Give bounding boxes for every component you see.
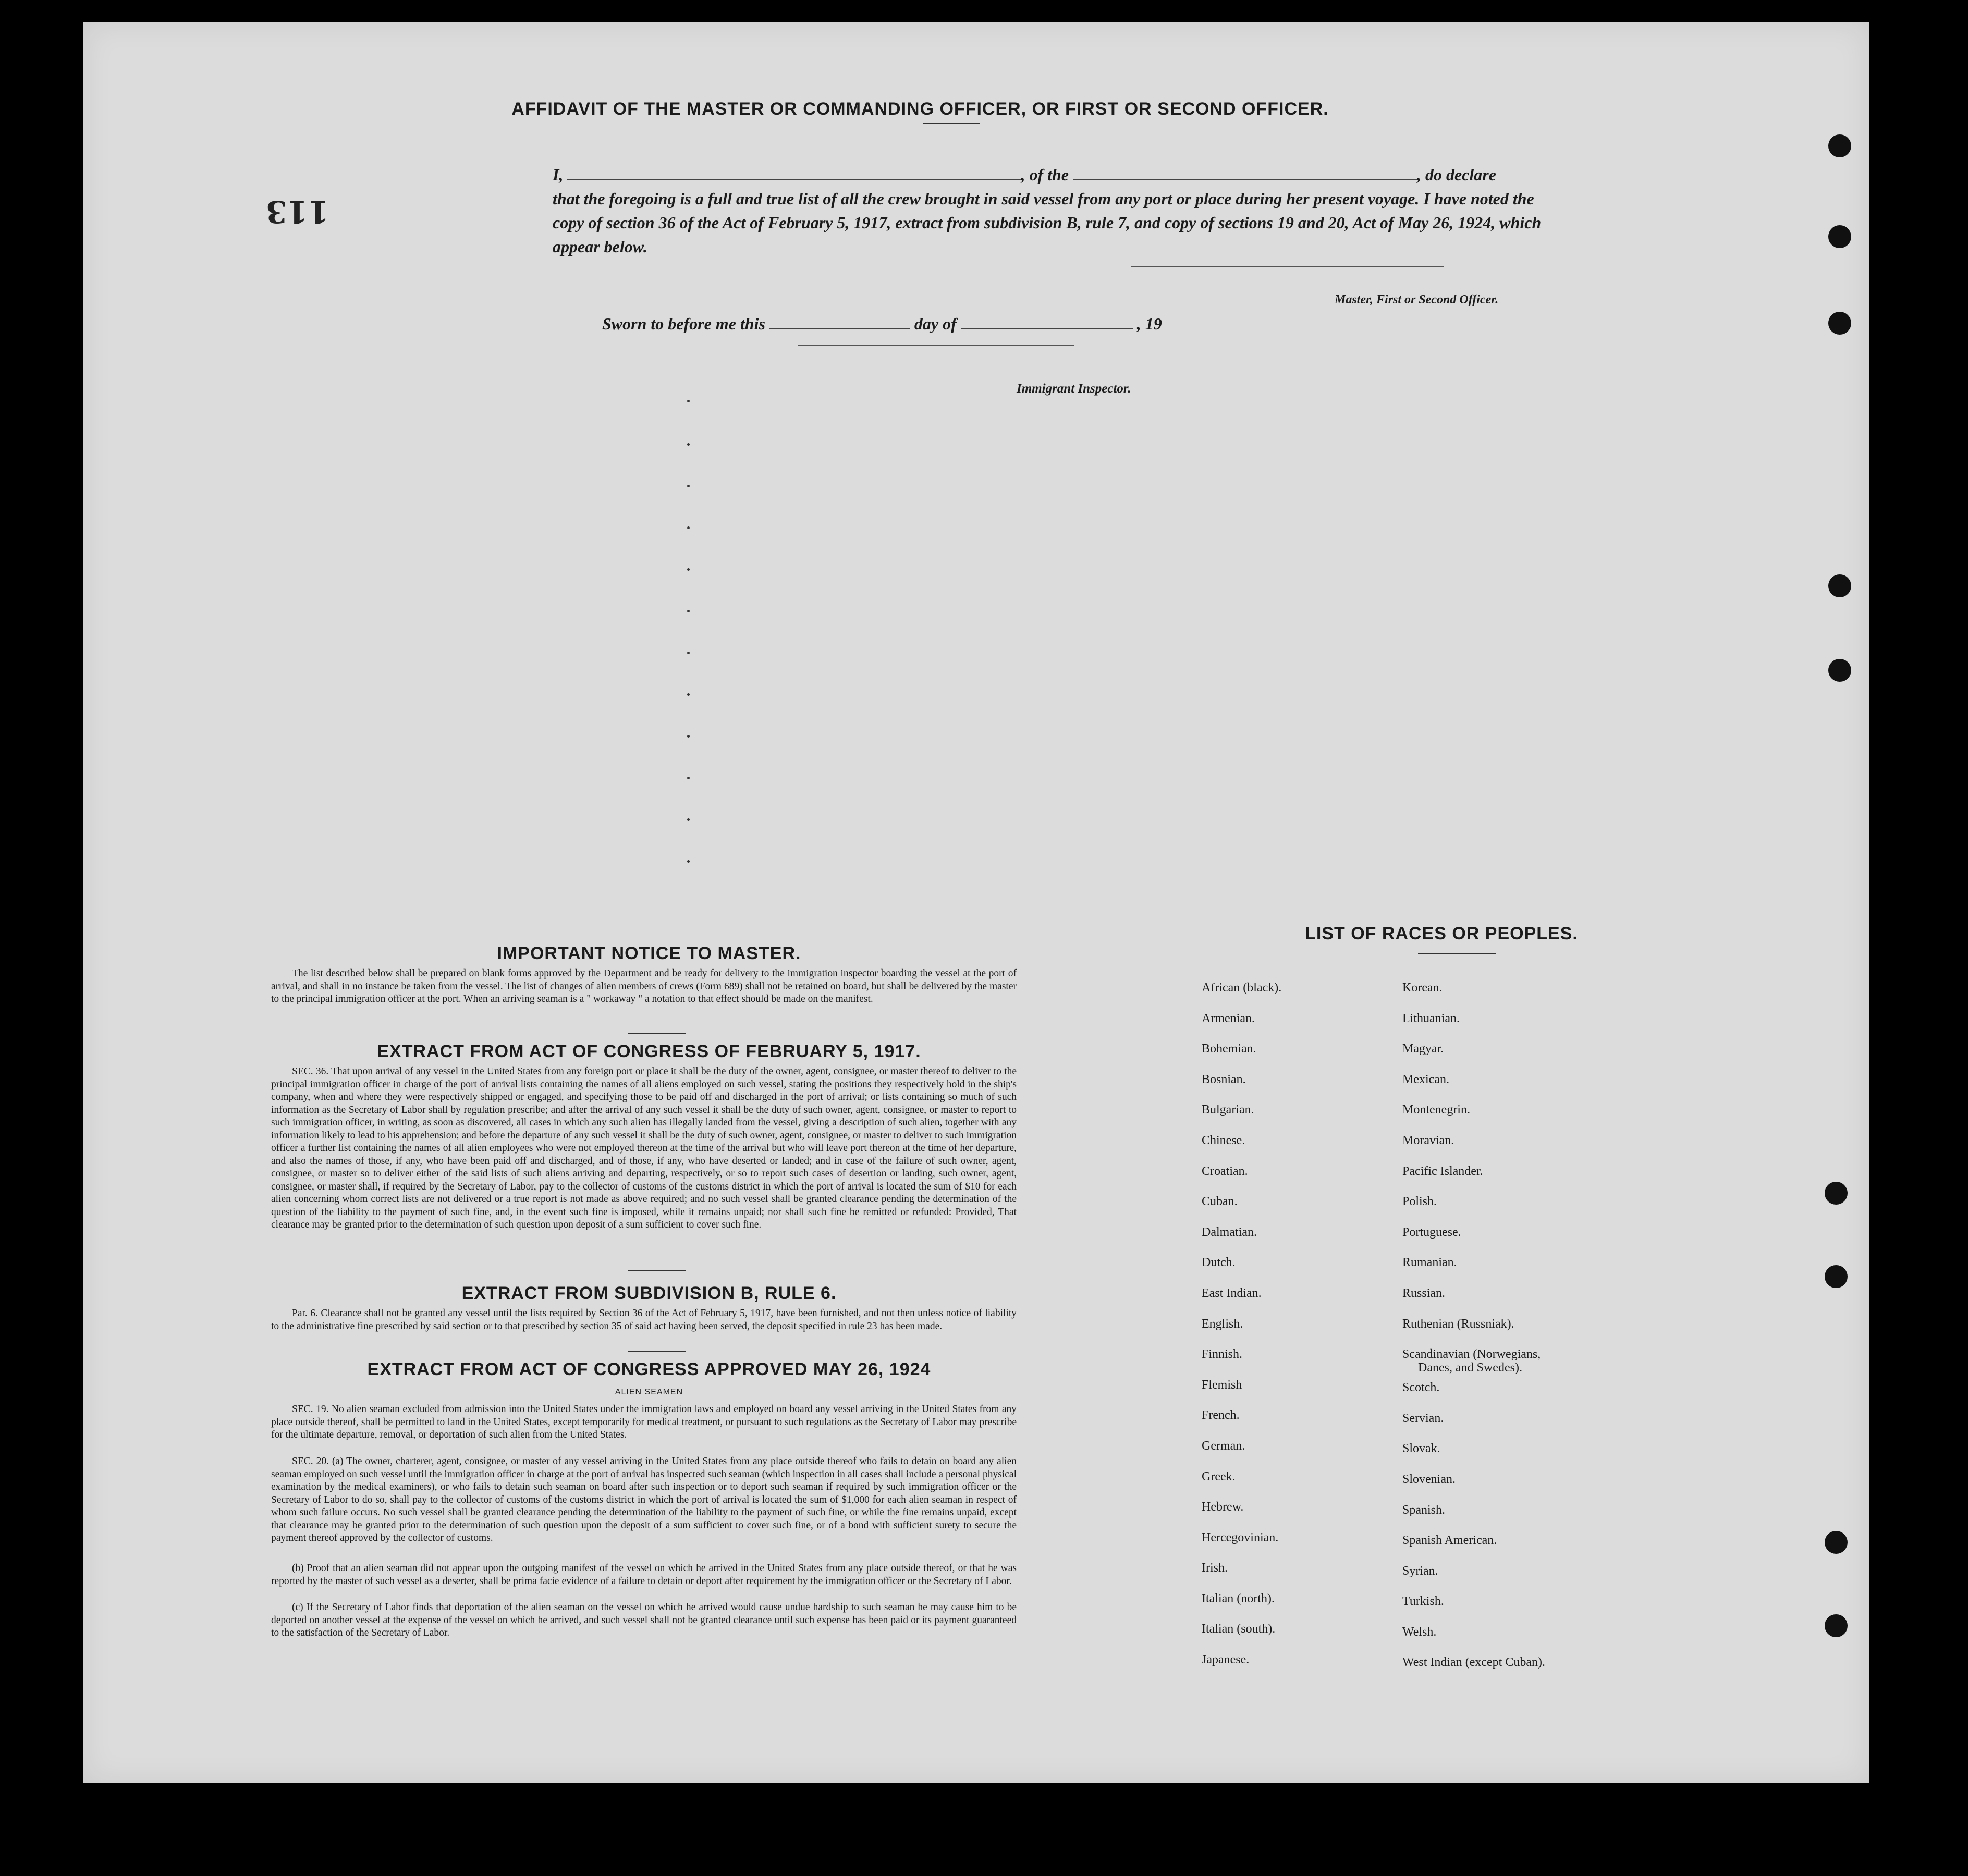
signature-label: Master, First or Second Officer. (1335, 293, 1499, 306)
dot-mark (687, 818, 690, 821)
punch-hole (1828, 659, 1851, 682)
race-item (1202, 1073, 1281, 1103)
race-item (1402, 1317, 1545, 1348)
race-label: African (black). (1202, 981, 1282, 995)
race-item (1202, 1256, 1281, 1286)
punch-hole (1828, 574, 1851, 597)
race-item (1402, 1164, 1545, 1195)
dot-mark (687, 400, 690, 402)
race-label: Polish. (1402, 1195, 1437, 1209)
race-item (1402, 1473, 1545, 1503)
race-label: Syrian. (1402, 1564, 1438, 1578)
punch-hole (1825, 1531, 1848, 1554)
punch-hole (1828, 225, 1851, 248)
document-page (83, 22, 1869, 1783)
race-label: Russian. (1402, 1286, 1446, 1300)
race-item (1402, 1656, 1545, 1686)
dot-mark (687, 610, 690, 612)
decl-do-declare: , do declare (1417, 165, 1496, 184)
affidavit-title: AFFIDAVIT OF THE MASTER OR COMMANDING OFFICER, OR FIRST OR SECOND OFFICER. (511, 99, 1329, 119)
race-label: Korean. (1402, 981, 1443, 995)
race-label: Turkish. (1402, 1595, 1444, 1609)
race-label: Lithuanian. (1402, 1011, 1460, 1025)
dot-mark (687, 693, 690, 696)
race-label: Scandinavian (Norwegians, (1402, 1347, 1541, 1362)
dot-mark (687, 526, 690, 529)
race-label: Moravian. (1402, 1133, 1454, 1147)
race-label: English. (1202, 1317, 1243, 1331)
race-item (1202, 1439, 1281, 1470)
race-label: Scotch. (1402, 1381, 1440, 1395)
decl-i: I, (553, 165, 564, 184)
punch-hole (1825, 1614, 1848, 1637)
race-label: Italian (south). (1202, 1622, 1276, 1636)
dot-mark (687, 485, 690, 487)
extract-1924-title: EXTRACT FROM ACT OF CONGRESS APPROVED MAY 26, 1924 (367, 1359, 931, 1379)
race-label: West Indian (except Cuban). (1402, 1656, 1545, 1670)
race-label: Japanese. (1202, 1653, 1250, 1667)
race-label: Pacific Islander. (1402, 1164, 1483, 1178)
race-item (1402, 1503, 1545, 1534)
divider (923, 123, 980, 124)
race-label: Spanish American. (1402, 1534, 1497, 1548)
race-item (1402, 1256, 1545, 1286)
race-label: Croatian. (1202, 1164, 1248, 1178)
sworn-day: day of (914, 314, 957, 333)
divider (1418, 953, 1496, 954)
races-column-2 (1402, 981, 1545, 1686)
race-item (1402, 1042, 1545, 1073)
extract-1917-text: SEC. 36. That upon arrival of any vessel in the United States from any foreign port or place it shall be the duty of the owner, agent, consignee, or master thereof to deliver to the principal immigration officer in charge of the port of arrival lists containing the names of all aliens employed on such vessel, stating the positions they respectively hold in the ship's company, when and where they were respectively shipped or engaged, and specifying those to be paid off and discharged in the port of arrival; or lists containing so much of such information as the Secretary of Labor shall by regulation prescribe; and after the arrival of any such vessel it shall be the duty of such owner, agent, consignee, or master to report to such immigration officer, in writing, as soon as discovered, all cases in which any such alien has illegally landed from the vessel, giving a description of such alien, together with any information likely to lead to his apprehension; and before the departure of any such vessel it shall be the duty of such owner, agent, consignee, or master to deliver to such immigration officer a further list containing the names of all alien employees who were not employed thereon at the time of the arrival but who will leave port thereon at the time of her departure, and also the names of those, if any, who have been paid off and discharged, and of those, if any, who have deserted or landed; and in case of the failure of such owner, agent, consignee, or master so to deliver either of the said lists of such aliens arriving and departing, respectively, or so to report such cases of desertion or landing, such owner, agent, consignee, or master shall, if required by the Secretary of Labor, pay to the collector of customs of the customs district in which the port of arrival is located the sum of $10 for each alien concerning whom correct lists are not delivered or a true report is not made as above required; and no such vessel shall be granted clearance pending the determination of the question of the liability to the payment of such fine, and, in the event such fine is imposed, while it remains unpaid; nor shall such fine be remitted or refunded: Provided, That clearance may be granted prior to the determination of such question upon deposit of a sum sufficient to cover such fine. (271, 1066, 1017, 1230)
dot-mark (687, 443, 690, 446)
race-item (1402, 1103, 1545, 1134)
race-label: Hebrew. (1202, 1500, 1244, 1514)
race-item (1202, 1225, 1281, 1256)
race-label: Welsh. (1402, 1625, 1437, 1639)
punch-hole (1825, 1182, 1848, 1205)
punch-hole (1828, 134, 1851, 157)
name-blank[interactable] (567, 163, 1021, 180)
race-item (1202, 1622, 1281, 1653)
race-label: Slovak. (1402, 1442, 1440, 1456)
race-label: Finnish. (1202, 1347, 1243, 1362)
race-item (1402, 1442, 1545, 1473)
signature-line[interactable] (1131, 266, 1444, 267)
race-item (1402, 981, 1545, 1012)
race-item (1202, 1378, 1281, 1409)
decl-of-the: , of the (1021, 165, 1069, 184)
race-label-continued: Danes, and Swedes). (1418, 1361, 1522, 1375)
extract-1924-sec20b: (b) Proof that an alien seaman did not appear upon the outgoing manifest of the vessel on which he arrived in the United States from any place outside thereof, or that he was reported by the master of such vessel as a deserter, shall be prima facie evidence of a failure to detain or deport after requirement by the immigration officer or the Secretary of Labor. (271, 1563, 1017, 1587)
race-item (1402, 1595, 1545, 1625)
extract-1924-sec19: SEC. 19. No alien seaman excluded from admission into the United States under the immigration laws and employed on board any vessel arriving in the United States from any place outside thereof, shall be permitted to land in the United States, except temporarily for medical treatment, or pursuant to such regulations as the Secretary of Labor may prescribe for the ultimate departure, removal, or deportation of such alien from the United States. (271, 1404, 1017, 1440)
race-label: Montenegrin. (1402, 1103, 1470, 1117)
race-item (1402, 1073, 1545, 1103)
race-label: German. (1202, 1439, 1245, 1453)
race-item (1202, 1470, 1281, 1501)
notice-title: IMPORTANT NOTICE TO MASTER. (497, 943, 801, 963)
inspector-signature-line[interactable] (798, 345, 1074, 346)
dot-mark (687, 735, 690, 738)
race-label: Spanish. (1402, 1503, 1446, 1517)
race-item (1402, 1625, 1545, 1656)
race-item (1202, 1408, 1281, 1439)
race-item (1202, 981, 1281, 1012)
race-item (1202, 1317, 1281, 1348)
extract-rule6-title: EXTRACT FROM SUBDIVISION B, RULE 6. (461, 1283, 837, 1303)
extract-1917-title: EXTRACT FROM ACT OF CONGRESS OF FEBRUARY 5, 1917. (377, 1041, 921, 1061)
race-item (1402, 1564, 1545, 1595)
day-blank[interactable] (769, 314, 910, 329)
race-item (1202, 1347, 1281, 1378)
race-item (1402, 1347, 1545, 1381)
race-label: Ruthenian (Russniak). (1402, 1317, 1514, 1331)
race-label: Irish. (1202, 1561, 1228, 1575)
race-item (1402, 1286, 1545, 1317)
extract-1924-sec20c: (c) If the Secretary of Labor finds that deportation of the alien seaman on the vessel on which he arrived would cause undue hardship to such seaman he may cause him to be deported on another vessel at the expense of the vessel on which he arrived, and such vessel shall not be granted clearance until such expense has been paid or its payment guaranteed to the satisfaction of the Secretary of Labor. (271, 1602, 1017, 1638)
race-item (1402, 1534, 1545, 1564)
race-label: Mexican. (1402, 1072, 1449, 1086)
sworn-line (602, 314, 1162, 334)
race-item (1202, 1531, 1281, 1562)
race-label: Servian. (1402, 1411, 1444, 1425)
race-item (1402, 1412, 1545, 1442)
month-blank[interactable] (961, 314, 1133, 329)
dot-mark (687, 568, 690, 571)
dot-mark (687, 777, 690, 779)
sworn-text: Sworn to before me this (602, 314, 765, 333)
extract-1924-sec20a: SEC. 20. (a) The owner, charterer, agent, consignee, or master of any vessel arriving in the United States from any place outside thereof who fails to detain on board any alien seaman employed on such vessel until the immigration officer in charge at the port of arrival has inspected such seaman (which inspection in all cases shall include a personal physical examination by the medical examiners), or who fails to detain such seaman on board after such inspection or to deport such seaman if required by such immigration officer or the Secretary of Labor to do so, shall pay to the collector of customs of the customs district in which the port of arrival is located the sum of $1,000 for each alien seaman in respect of whom such failure occurs. No such vessel shall be granted clearance pending the determination of the liability to the payment of such fine, or while the fine remains unpaid, except that clearance may be granted prior to the determination of such question upon the deposit of a sum sufficient to cover such fine, or of a bond with sufficient surety to secure the payment thereof approved by the collector of customs. (271, 1456, 1017, 1543)
race-label: French. (1202, 1408, 1240, 1423)
race-label: Flemish (1202, 1378, 1242, 1392)
race-item (1402, 1134, 1545, 1164)
race-item (1202, 1195, 1281, 1225)
races-column-1 (1202, 981, 1281, 1684)
race-label: Dutch. (1202, 1256, 1236, 1270)
races-title: LIST OF RACES OR PEOPLES. (1305, 924, 1578, 943)
race-label: Dalmatian. (1202, 1225, 1257, 1239)
page-number: 113 (266, 194, 329, 229)
race-label: Magyar. (1402, 1042, 1444, 1056)
race-item (1402, 1012, 1545, 1043)
race-label: Chinese. (1202, 1133, 1245, 1147)
race-label: Portuguese. (1402, 1225, 1461, 1239)
divider (628, 1270, 686, 1271)
race-item (1202, 1500, 1281, 1531)
divider (628, 1351, 686, 1352)
race-label: Cuban. (1202, 1195, 1238, 1209)
race-label: Italian (north). (1202, 1591, 1275, 1605)
race-label: East Indian. (1202, 1286, 1262, 1300)
race-item (1202, 1134, 1281, 1164)
dot-mark (687, 860, 690, 863)
race-label: Bulgarian. (1202, 1103, 1254, 1117)
notice-text: The list described below shall be prepared on blank forms approved by the Department and be ready for delivery to the immigration inspector boarding the vessel at the port of arrival, and shall in no instance be taken from the vessel. The list of changes of alien members of crews (Form 689) shall not be retained on board, but shall be delivered by the master to the principal immigration officer at the port. When an arriving seaman is a " workaway " a notation to that effect should be made on the manifest. (271, 968, 1017, 1004)
race-item (1202, 1103, 1281, 1134)
declaration-body: that the foregoing is a full and true list of all the crew brought in said vessel from any port or place during her present voyage. I have noted the copy of section 36 of the Act of February 5, 1917, extract from subdivision B, rule 7, and copy of sections 19 and 20, Act of May 26, 1924, which appear below. (553, 189, 1542, 256)
declaration-text (553, 163, 1554, 259)
race-label: Rumanian. (1402, 1256, 1457, 1270)
declaration-first-line (553, 163, 1554, 187)
punch-hole (1825, 1265, 1848, 1288)
race-item (1402, 1225, 1545, 1256)
race-label: Armenian. (1202, 1011, 1255, 1025)
race-item (1202, 1164, 1281, 1195)
sworn-year: , 19 (1136, 314, 1162, 333)
race-label: Hercegovinian. (1202, 1530, 1279, 1544)
race-item (1202, 1042, 1281, 1073)
race-item (1402, 1381, 1545, 1412)
divider (628, 1033, 686, 1034)
race-label: Bohemian. (1202, 1042, 1256, 1056)
extract-1924-subtitle: ALIEN SEAMEN (615, 1388, 683, 1396)
race-label: Bosnian. (1202, 1072, 1246, 1086)
race-item (1202, 1286, 1281, 1317)
extract-rule6-text: Par. 6. Clearance shall not be granted any vessel until the lists required by Section 36 of the Act of February 5, 1917, have been furnished, and not then unless notice of liability to the administrative fine prescribed by said section or to that prescribed by section 35 of said act having been served, the deposit specified in rule 23 has been made. (271, 1308, 1017, 1332)
dot-mark (687, 652, 690, 654)
race-label: Greek. (1202, 1469, 1236, 1483)
race-item (1202, 1653, 1281, 1684)
race-item (1202, 1592, 1281, 1623)
race-item (1202, 1561, 1281, 1592)
vessel-blank[interactable] (1073, 163, 1417, 180)
inspector-label: Immigrant Inspector. (1017, 382, 1131, 396)
race-item (1202, 1012, 1281, 1043)
punch-hole (1828, 312, 1851, 335)
race-label: Slovenian. (1402, 1472, 1456, 1486)
race-item (1402, 1195, 1545, 1225)
